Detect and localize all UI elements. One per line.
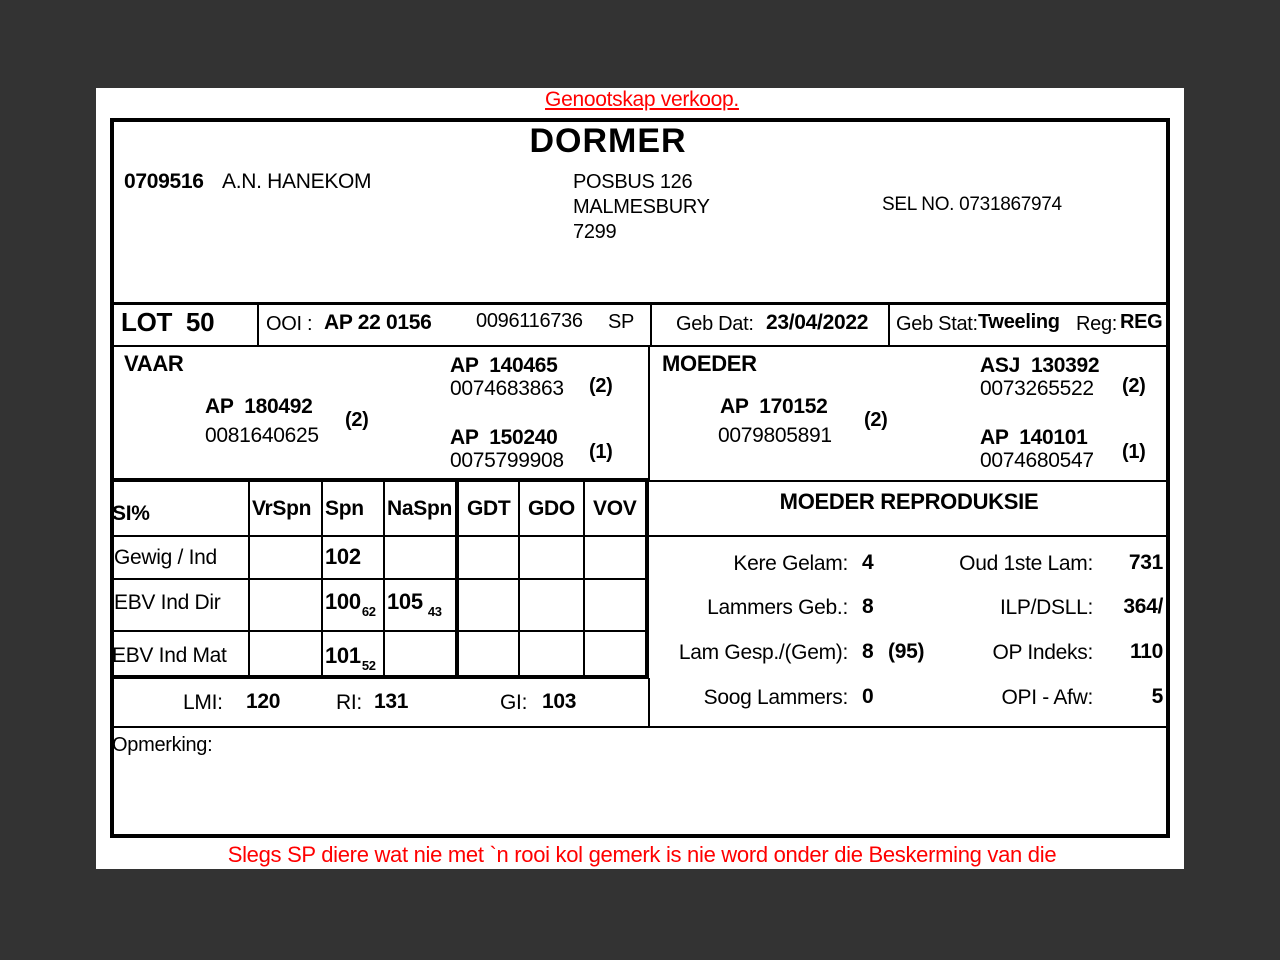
dam-note: (2) bbox=[864, 409, 888, 431]
owner-name: A.N. HANEKOM bbox=[222, 170, 372, 193]
lammers-geb-label: Lammers Geb.: bbox=[707, 596, 848, 619]
sire-dam-id: AP 150240 bbox=[450, 426, 558, 449]
address-line-2: MALMESBURY bbox=[573, 196, 710, 218]
column-header-gdt: GDT bbox=[467, 497, 511, 520]
opi-afw-label: OPI - Afw: bbox=[1001, 686, 1093, 709]
gi-label: GI: bbox=[500, 691, 528, 714]
society-sale-notice: Genootskap verkoop. bbox=[545, 88, 739, 111]
divider bbox=[648, 345, 650, 480]
birth-status-label: Geb Stat: bbox=[896, 313, 978, 335]
divider bbox=[110, 345, 1170, 347]
divider bbox=[110, 535, 1170, 537]
column-header-vov: VOV bbox=[593, 497, 637, 520]
lmi-value: 120 bbox=[246, 690, 281, 713]
divider bbox=[110, 578, 648, 580]
divider bbox=[583, 480, 585, 678]
op-indeks-value: 110 bbox=[1130, 640, 1163, 663]
remarks-label: Opmerking: bbox=[112, 734, 213, 756]
sp-protection-notice: Slegs SP diere wat nie met `n rooi kol gemerk is nie word onder die Beskerming van die bbox=[227, 842, 1057, 867]
address-line-3: 7299 bbox=[573, 221, 617, 243]
ri-value: 131 bbox=[374, 690, 409, 713]
ilp-dsll-label: ILP/DSLL: bbox=[999, 596, 1093, 619]
dam-sire-note: (2) bbox=[1122, 375, 1146, 397]
row-label-weight: Gewig / Ind bbox=[114, 546, 217, 569]
ebv-dir-spn: 100 bbox=[325, 589, 361, 614]
dam-reg: 0079805891 bbox=[718, 424, 832, 447]
address-line-1: POSBUS 126 bbox=[573, 171, 693, 193]
lam-gesp-label: Lam Gesp./(Gem): bbox=[678, 641, 848, 664]
sire-sire-note: (2) bbox=[589, 375, 613, 397]
column-header-si: SI% bbox=[112, 502, 150, 525]
sire-id: AP 180492 bbox=[205, 395, 313, 418]
ebv-dir-naspn: 105 bbox=[387, 589, 423, 614]
ebv-mat-spn-accuracy: 52 bbox=[361, 658, 376, 673]
weight-spn-value: 102 bbox=[325, 544, 361, 569]
lammers-geb-value: 8 bbox=[862, 595, 874, 618]
divider bbox=[648, 678, 650, 726]
birth-date: 23/04/2022 bbox=[766, 311, 869, 334]
lam-gesp-gem-value: (95) bbox=[888, 640, 925, 663]
kere-gelam-value: 4 bbox=[862, 551, 874, 574]
oud-1ste-lam-label: Oud 1ste Lam: bbox=[959, 552, 1093, 575]
dam-heading: MOEDER bbox=[662, 351, 757, 376]
lot-number: LOT 50 bbox=[121, 307, 215, 337]
ebv-dir-naspn-value bbox=[387, 589, 442, 619]
dam-sire-reg: 0073265522 bbox=[980, 377, 1094, 400]
divider bbox=[248, 480, 250, 678]
divider bbox=[321, 480, 323, 678]
kere-gelam-label: Kere Gelam: bbox=[733, 552, 848, 575]
divider bbox=[455, 480, 459, 678]
row-label-ebv-mat: EBV Ind Mat bbox=[112, 644, 227, 667]
flock-number: 0709516 bbox=[124, 170, 204, 193]
divider bbox=[257, 302, 259, 347]
catalog-page bbox=[96, 88, 1184, 869]
ebv-dir-spn-accuracy: 62 bbox=[361, 604, 376, 619]
column-header-vrspn: VrSpn bbox=[252, 497, 312, 520]
op-indeks-label: OP Indeks: bbox=[992, 641, 1093, 664]
column-header-spn: Spn bbox=[325, 497, 364, 520]
birth-date-label: Geb Dat: bbox=[676, 313, 754, 335]
dam-dam-reg: 0074680547 bbox=[980, 449, 1094, 472]
cell-number: SEL NO. 0731867974 bbox=[882, 194, 1062, 215]
ebv-mat-spn: 101 bbox=[325, 643, 361, 668]
animal-id: AP 22 0156 bbox=[324, 311, 432, 334]
divider bbox=[110, 726, 1170, 728]
lmi-label: LMI: bbox=[183, 691, 223, 714]
sire-reg: 0081640625 bbox=[205, 424, 319, 447]
reg-label: Reg: bbox=[1076, 313, 1118, 335]
divider bbox=[110, 302, 1170, 305]
dam-id: AP 170152 bbox=[720, 395, 828, 418]
sire-dam-reg: 0075799908 bbox=[450, 449, 564, 472]
sex-label: OOI : bbox=[266, 313, 313, 335]
dam-dam-note: (1) bbox=[1122, 441, 1146, 463]
ilp-dsll-value: 364/ bbox=[1123, 595, 1163, 618]
divider bbox=[383, 480, 385, 678]
divider bbox=[518, 480, 520, 678]
divider bbox=[648, 480, 1170, 482]
column-header-gdo: GDO bbox=[528, 497, 575, 520]
divider bbox=[110, 478, 648, 482]
reproduction-heading: MOEDER REPRODUKSIE bbox=[779, 489, 1039, 514]
sp-flag: SP bbox=[608, 311, 635, 333]
ebv-dir-naspn-accuracy: 43 bbox=[427, 604, 442, 619]
birth-status: Tweeling bbox=[978, 311, 1060, 333]
column-header-naspn: NaSpn bbox=[387, 497, 453, 520]
breed-title: DORMER bbox=[529, 122, 687, 160]
ebv-dir-spn-value bbox=[325, 589, 376, 619]
oud-1ste-lam-value: 731 bbox=[1128, 551, 1163, 574]
row-label-ebv-dir: EBV Ind Dir bbox=[114, 591, 221, 614]
sire-heading: VAAR bbox=[124, 351, 184, 376]
divider bbox=[110, 675, 648, 679]
divider bbox=[645, 480, 649, 678]
sire-sire-id: AP 140465 bbox=[450, 354, 558, 377]
reg-status: REG bbox=[1120, 311, 1163, 333]
soog-lammers-value: 0 bbox=[862, 685, 874, 708]
registration-number: 0096116736 bbox=[476, 310, 583, 332]
divider bbox=[110, 630, 648, 632]
lam-gesp-value: 8 bbox=[862, 640, 874, 663]
gi-value: 103 bbox=[542, 690, 577, 713]
sire-sire-reg: 0074683863 bbox=[450, 377, 564, 400]
divider bbox=[888, 302, 890, 347]
soog-lammers-label: Soog Lammers: bbox=[703, 686, 848, 709]
sire-note: (2) bbox=[345, 409, 369, 431]
sire-dam-note: (1) bbox=[589, 441, 613, 463]
ri-label: RI: bbox=[336, 691, 362, 714]
ebv-mat-spn-value bbox=[325, 643, 376, 673]
dam-dam-id: AP 140101 bbox=[980, 426, 1088, 449]
opi-afw-value: 5 bbox=[1151, 685, 1163, 708]
dam-sire-id: ASJ 130392 bbox=[980, 354, 1100, 377]
divider bbox=[650, 302, 652, 347]
